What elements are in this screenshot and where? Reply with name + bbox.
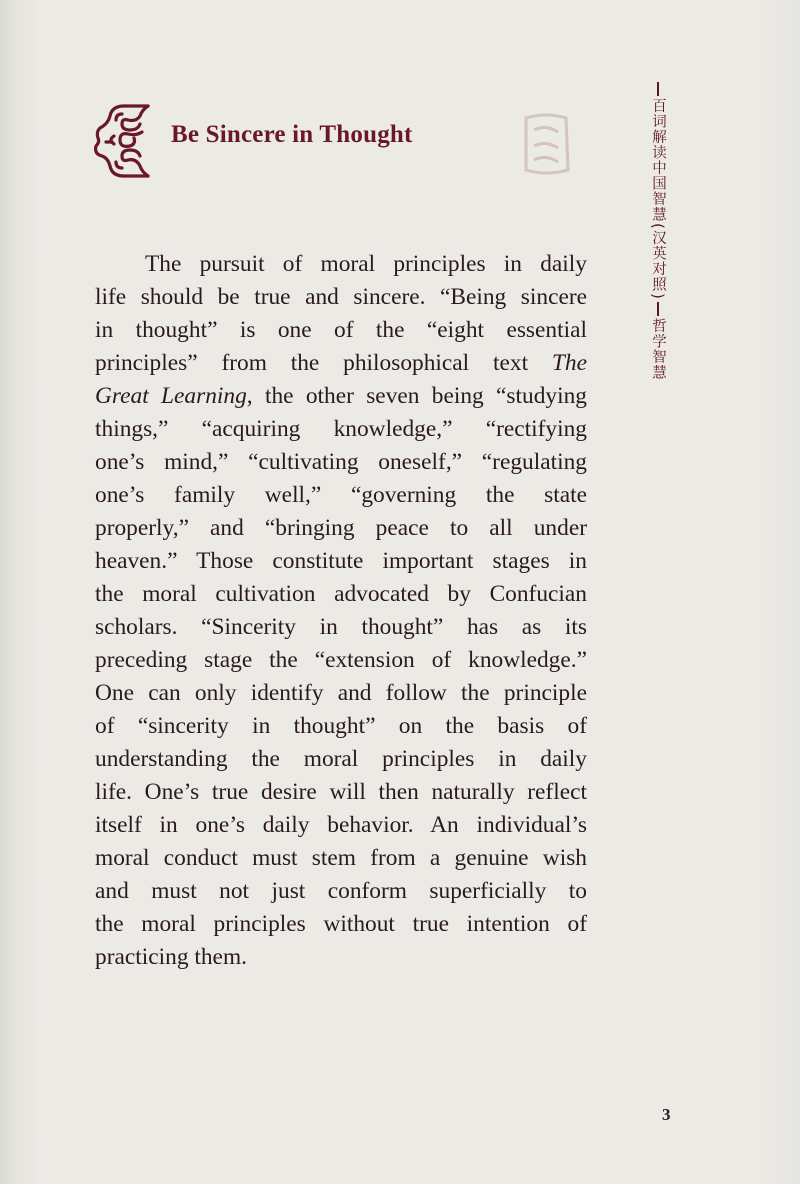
series-title: 百词解读中国智慧 bbox=[650, 98, 666, 222]
section-title: Be Sincere in Thought bbox=[171, 121, 413, 148]
text-line: understanding the moral principles in daily bbox=[95, 746, 587, 772]
text-line: heaven.” Those constitute important stages in bbox=[95, 548, 587, 574]
book-title-fragment: Great Learning bbox=[95, 383, 247, 409]
running-header-vertical bbox=[648, 80, 668, 380]
close-paren: ) bbox=[649, 292, 667, 299]
text-line: One can only identify and follow the principle bbox=[95, 680, 587, 706]
divider bbox=[657, 302, 659, 316]
show-through-ornament-icon bbox=[516, 110, 576, 180]
body-paragraph bbox=[95, 248, 587, 974]
text-line: The pursuit of moral principles in daily bbox=[145, 251, 587, 277]
text-line bbox=[95, 380, 587, 413]
text-fragment: principles” from the philosophical text bbox=[95, 350, 529, 376]
edition-note: 汉英对照 bbox=[650, 229, 666, 292]
book-title-fragment: The bbox=[551, 350, 587, 376]
text-line: properly,” and “bringing peace to all under bbox=[95, 515, 587, 541]
text-line: preceding stage the “extension of knowledge.” bbox=[95, 647, 587, 673]
text-line: the moral principles without true intention of bbox=[95, 911, 587, 937]
text-line: practicing them. bbox=[95, 944, 247, 970]
text-line: one’s mind,” “cultivating oneself,” “regulating bbox=[95, 449, 587, 475]
text-line: scholars. “Sincerity in thought” has as its bbox=[95, 614, 587, 640]
text-line: things,” “acquiring knowledge,” “rectifying bbox=[95, 416, 587, 442]
text-line: life should be true and sincere. “Being sincere bbox=[95, 284, 587, 310]
open-paren: ( bbox=[649, 223, 667, 229]
text-line: of “sincerity in thought” on the basis of bbox=[95, 713, 587, 739]
text-line bbox=[95, 347, 587, 380]
text-line: life. One’s true desire will then naturally reflect bbox=[95, 779, 587, 805]
section-name: 哲学智慧 bbox=[650, 317, 666, 380]
divider bbox=[657, 82, 659, 96]
text-line: moral conduct must stem from a genuine wish bbox=[95, 845, 587, 871]
text-line: in thought” is one of the “eight essential bbox=[95, 317, 587, 343]
text-line: the moral cultivation advocated by Confucian bbox=[95, 581, 587, 607]
text-line: itself in one’s daily behavior. An individual’s bbox=[95, 812, 587, 838]
cloud-scroll-bracket-icon bbox=[92, 102, 152, 180]
text-fragment: , the other seven being “studying bbox=[246, 383, 588, 409]
text-line: and must not just conform superficially to bbox=[95, 878, 587, 904]
page-number: 3 bbox=[662, 1105, 671, 1124]
text-line: one’s family well,” “governing the state bbox=[95, 482, 587, 508]
